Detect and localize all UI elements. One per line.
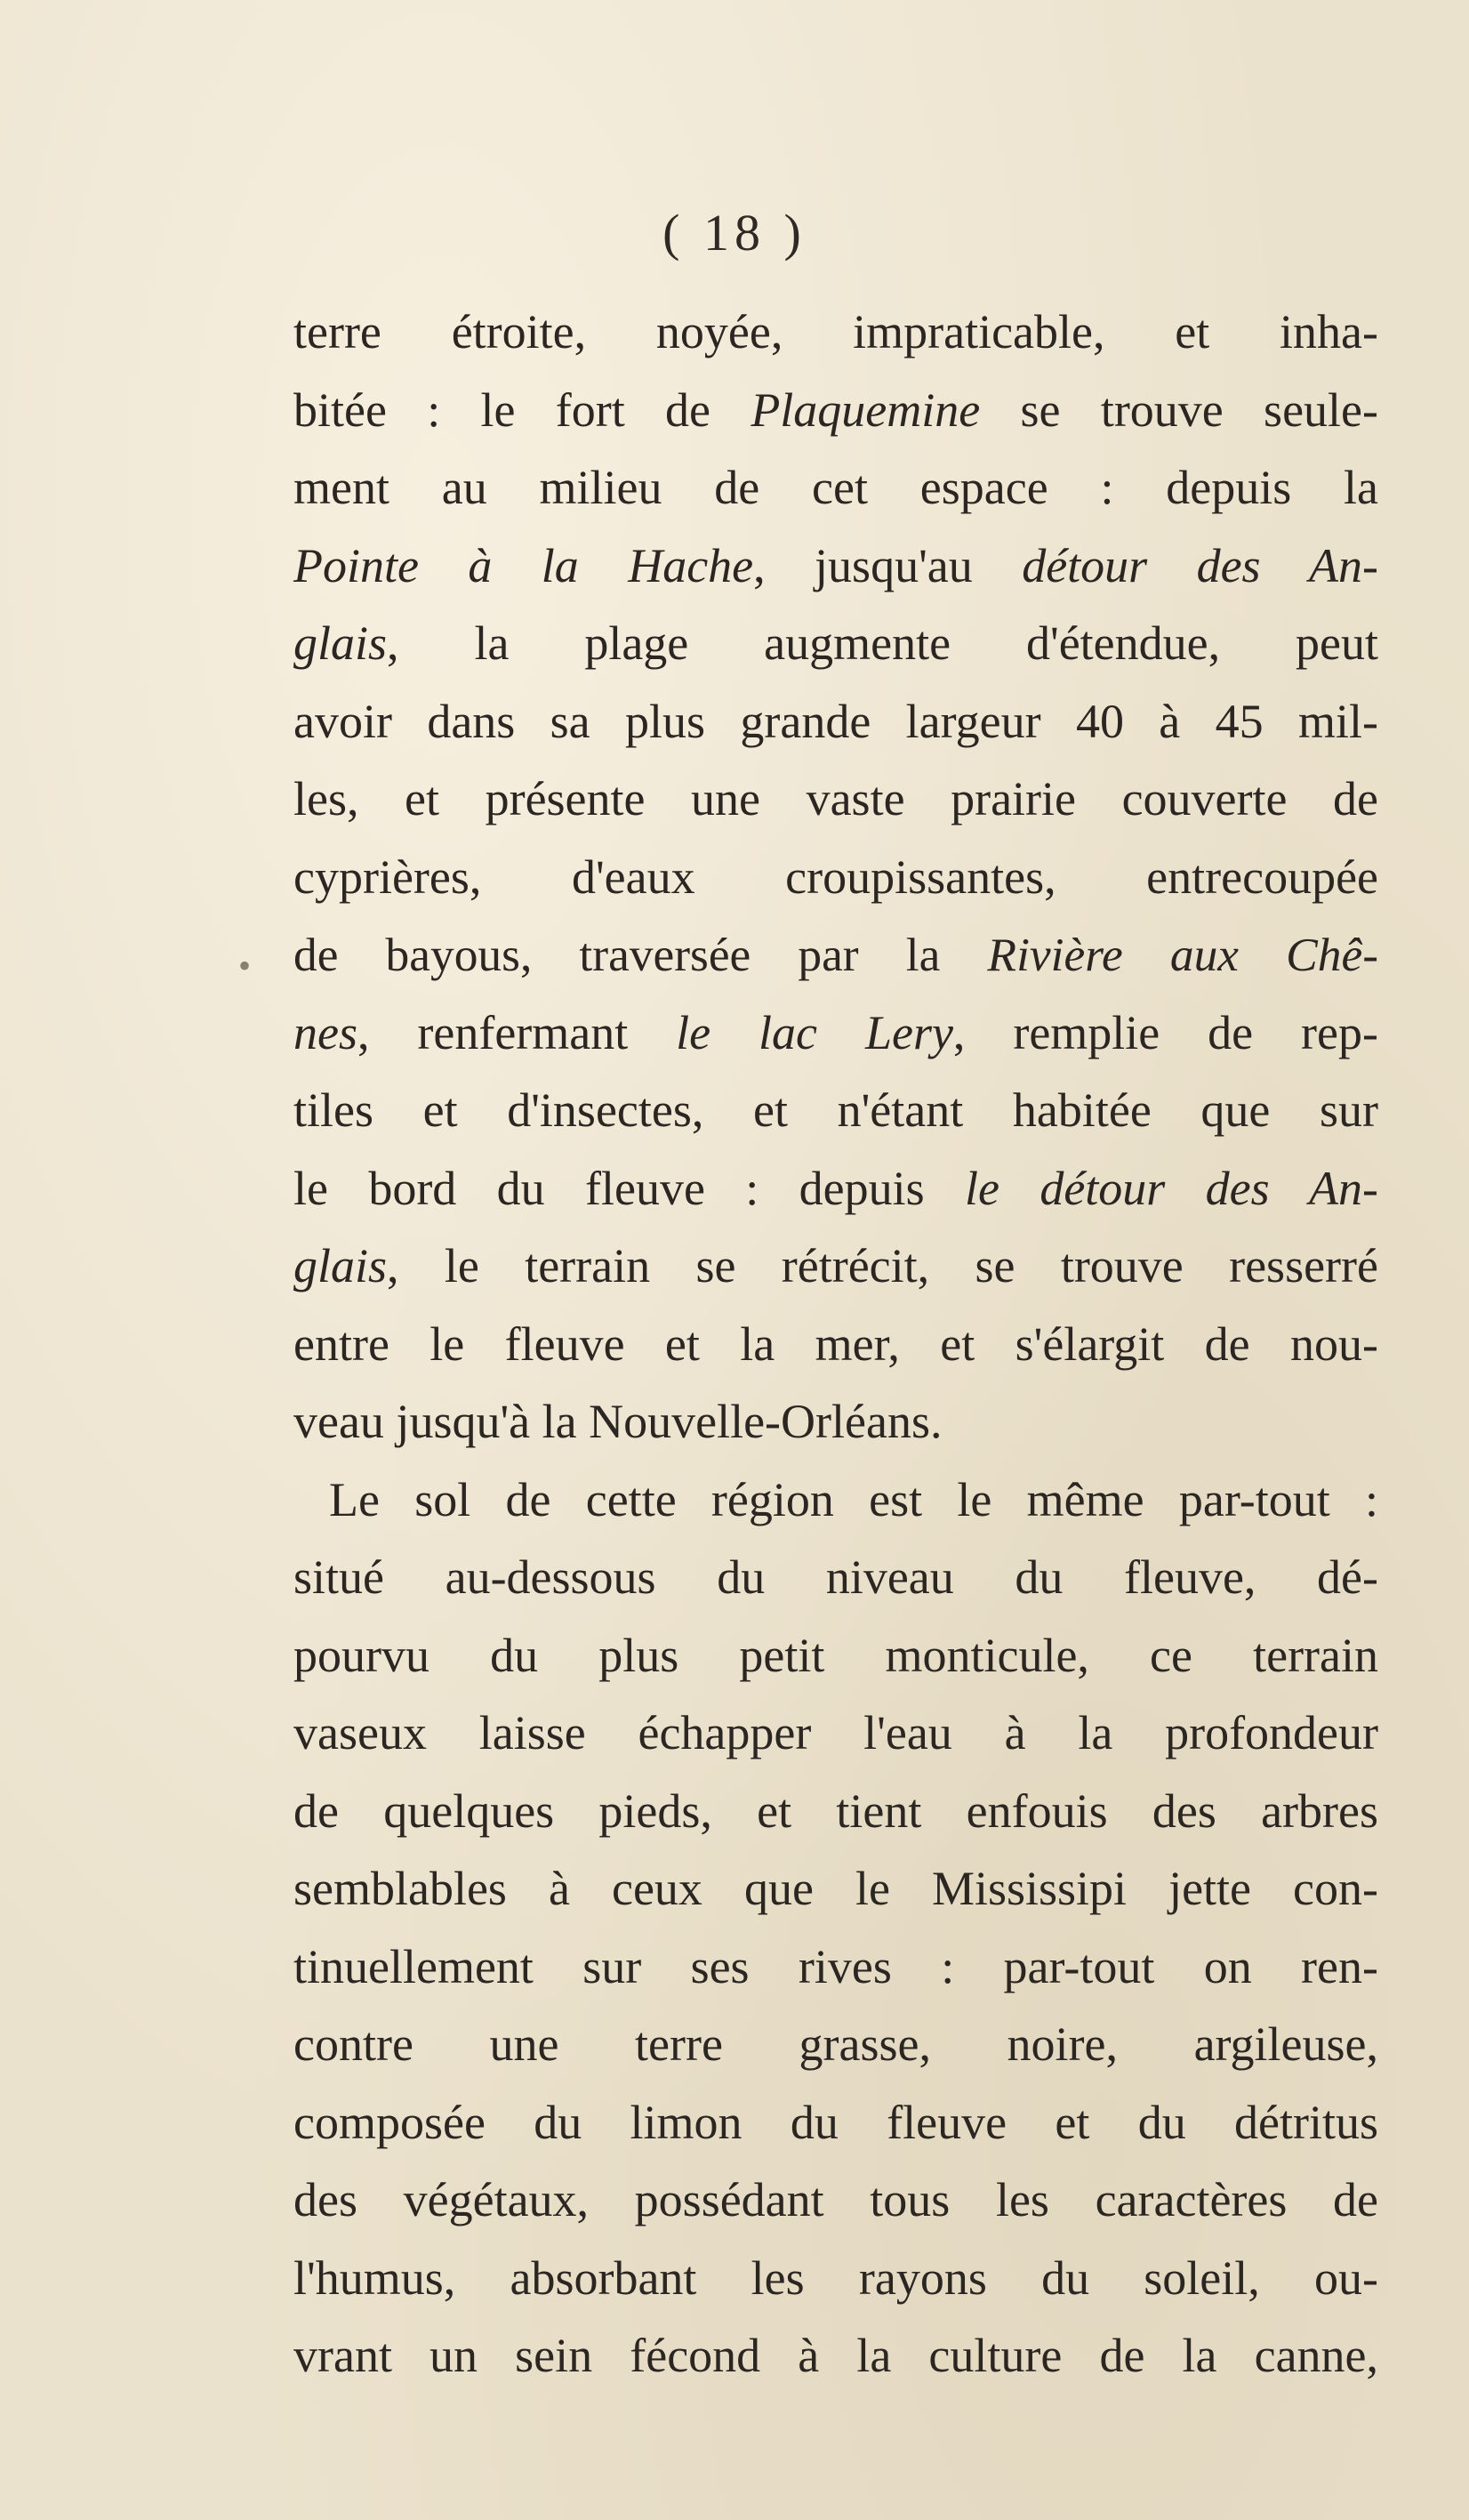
text-segment: , la plage augmente d'étendue, peut xyxy=(387,616,1378,670)
text-segment: de quelques pieds, et tient enfouis des arbres xyxy=(293,1783,1378,1838)
text-segment: , remplie de rep- xyxy=(952,1005,1378,1059)
text-line xyxy=(293,1150,1378,1228)
text-segment: semblables à ceux que le Mississipi jette con- xyxy=(293,1862,1378,1915)
text-segment: veau jusqu'à la Nouvelle-Orléans. xyxy=(293,1395,943,1448)
text-segment: entre le fleuve et la mer, et s'élargit de nou- xyxy=(293,1316,1378,1371)
italic-text: glais xyxy=(293,1239,388,1292)
text-line xyxy=(293,1306,1378,1384)
text-line xyxy=(293,1461,1378,1540)
text-segment: se trouve seule- xyxy=(980,382,1378,437)
text-segment: cyprières, d'eaux croupissantes, entrecoupée xyxy=(293,849,1378,904)
text-line xyxy=(293,1928,1378,2007)
text-segment: , renfermant xyxy=(357,1005,677,1059)
text-line xyxy=(293,761,1378,839)
text-line xyxy=(293,294,1378,372)
italic-text: Rivière aux Chê- xyxy=(987,928,1378,981)
text-line xyxy=(293,1850,1378,1928)
text-line xyxy=(293,1539,1378,1617)
margin-bullet-mark: • xyxy=(238,946,252,986)
text-segment: bitée : le fort de xyxy=(293,382,751,437)
text-segment: tinuellement sur ses rives : par-tout on ren- xyxy=(293,1939,1378,1993)
text-segment: avoir dans sa plus grande largeur 40 à 45 mil- xyxy=(293,694,1378,748)
text-segment: le bord du fleuve : depuis xyxy=(293,1161,965,1215)
text-line xyxy=(293,2317,1378,2395)
text-line xyxy=(293,1773,1378,1851)
text-line xyxy=(293,527,1378,606)
page-number: ( 18 ) xyxy=(662,204,807,262)
text-line xyxy=(293,1072,1378,1150)
text-segment: de bayous, traversée par la xyxy=(293,928,988,981)
text-segment: situé au-dessous du niveau du fleuve, dé- xyxy=(293,1550,1378,1604)
text-segment: vrant un sein fécond à la culture de la canne, xyxy=(293,2329,1378,2382)
italic-text: détour des An- xyxy=(1022,538,1378,592)
text-line xyxy=(293,1695,1378,1773)
italic-text: Pointe à la Hache xyxy=(293,538,754,592)
text-line xyxy=(293,2084,1378,2162)
text-segment: contre une terre grasse, noire, argileuse, xyxy=(293,2017,1378,2071)
italic-text: glais xyxy=(293,616,388,670)
text-line xyxy=(293,372,1378,450)
italic-text: Plaquemine xyxy=(751,382,981,437)
text-line xyxy=(293,916,1378,994)
text-line xyxy=(293,1383,1378,1461)
text-line xyxy=(293,2240,1378,2318)
text-segment: , jusqu'au xyxy=(753,538,1023,592)
italic-text: nes xyxy=(293,1005,357,1059)
text-line xyxy=(293,2162,1378,2240)
italic-text: le détour des An- xyxy=(965,1161,1378,1215)
text-segment: composée du limon du fleuve et du détritus xyxy=(293,2095,1378,2149)
text-segment: tiles et d'insectes, et n'étant habitée que sur xyxy=(293,1083,1378,1137)
text-line xyxy=(293,1228,1378,1306)
text-line xyxy=(293,2006,1378,2084)
text-segment: les, et présente une vaste prairie couverte de xyxy=(293,772,1378,825)
body-text xyxy=(293,294,1378,2395)
text-line xyxy=(293,449,1378,527)
text-segment: des végétaux, possédant tous les caractères de xyxy=(293,2173,1378,2226)
text-line xyxy=(293,839,1378,917)
text-segment: terre étroite, noyée, impraticable, et inha- xyxy=(293,305,1378,358)
text-segment: vaseux laisse échapper l'eau à la profondeur xyxy=(293,1706,1378,1759)
text-segment: pourvu du plus petit monticule, ce terrain xyxy=(293,1628,1378,1682)
text-segment: Le sol de cette région est le même par-tout : xyxy=(329,1472,1378,1526)
text-segment: , le terrain se rétrécit, se trouve resserré xyxy=(387,1239,1378,1292)
text-line xyxy=(293,1617,1378,1695)
italic-text: le lac Lery xyxy=(676,1005,953,1059)
text-line xyxy=(293,683,1378,761)
text-segment: ment au milieu de cet espace : depuis la xyxy=(293,461,1378,514)
text-line xyxy=(293,605,1378,683)
text-line xyxy=(293,994,1378,1073)
text-segment: l'humus, absorbant les rayons du soleil, ou- xyxy=(293,2250,1378,2305)
